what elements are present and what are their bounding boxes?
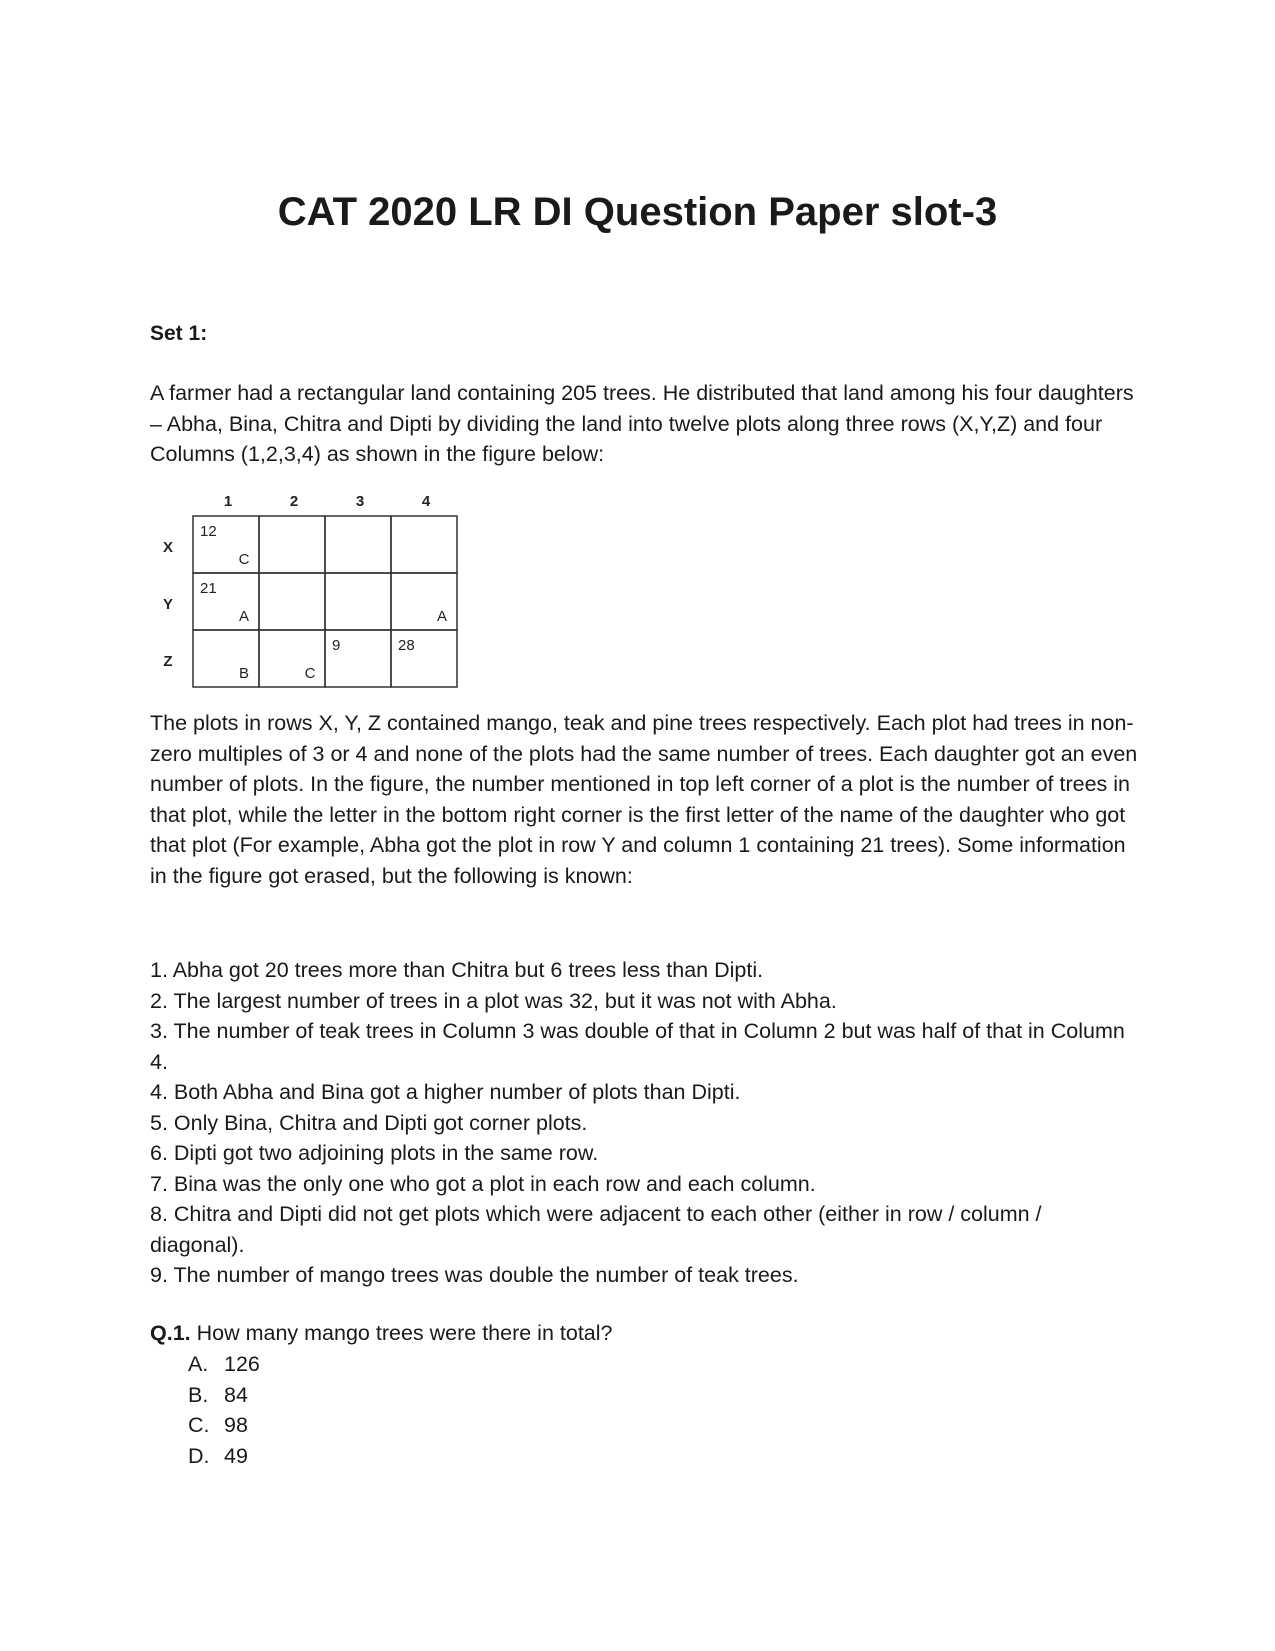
answer-options <box>188 1349 260 1471</box>
clue-item: 8. Chitra and Dipti did not get plots which were adjacent to each other (either in row / column / diagonal). <box>150 1202 1042 1257</box>
clue-item: 3. The number of teak trees in Column 3 was double of that in Column 2 but was half of that in Column 4. <box>150 1019 1125 1074</box>
clue-item: 9. The number of mango trees was double the number of teak trees. <box>150 1263 799 1287</box>
answer-option <box>188 1349 260 1380</box>
row-header: X <box>162 539 174 556</box>
question-number: Q.1. <box>150 1321 191 1345</box>
option-value: 84 <box>224 1382 248 1407</box>
plot-cell <box>391 516 457 573</box>
plot-tree-count: 9 <box>332 637 341 654</box>
plot-cell <box>193 630 259 687</box>
option-value: 126 <box>224 1352 260 1376</box>
question-1 <box>150 1318 1140 1349</box>
column-header: 1 <box>223 493 233 510</box>
clue-item: 1. Abha got 20 trees more than Chitra but 6 trees less than Dipti. <box>150 958 764 982</box>
answer-option <box>188 1410 260 1441</box>
plot-cell <box>259 516 325 573</box>
option-letter: C. <box>188 1413 210 1437</box>
clue-item: 5. Only Bina, Chitra and Dipti got corner plots. <box>150 1110 588 1135</box>
plot-tree-count: 12 <box>200 523 217 540</box>
plot-owner-letter: B <box>238 665 250 682</box>
plot-cell <box>391 573 457 630</box>
clue-item: 4. Both Abha and Bina got a higher number of plots than Dipti. <box>150 1080 741 1104</box>
plot-tree-count: 28 <box>398 637 415 654</box>
option-letter: A. <box>188 1352 209 1376</box>
option-letter: D. <box>188 1443 210 1468</box>
plot-cell <box>259 573 325 630</box>
answer-option <box>188 1441 260 1472</box>
column-header: 3 <box>355 493 365 510</box>
option-letter: B. <box>188 1382 209 1407</box>
set-label: Set 1: <box>150 322 208 345</box>
question-text: How many mango trees were there in total? <box>190 1321 613 1345</box>
option-value: 98 <box>224 1413 248 1437</box>
intro-paragraph: A farmer had a rectangular land containing 205 trees. He distributed that land among his four daughters – Abha, Bina, Chitra and Dipti by dividing the land into twelve plots along three rows (X,Y,Z) and four Columns (1,2,3,4) as shown in the figure below: <box>150 381 1134 466</box>
plot-grid-figure <box>160 486 480 696</box>
description-paragraph: The plots in rows X, Y, Z contained mango, teak and pine trees respectively. Each plot had trees in non-zero multiples of 3 or 4 and none of the plots had the same number of trees. Each daughter got an even number of plots. In the figure, the number mentioned in top left corner of a plot is the number of trees in that plot, while the letter in the bottom right corner is the first letter of the name of the daughter who got that plot (For example, Abha got the plot in row Y and column 1 containing 21 trees). Some information in the figure got erased, but the following is known: <box>150 711 1138 888</box>
plot-tree-count: 21 <box>200 580 217 597</box>
plot-grid-svg <box>160 486 480 696</box>
option-value: 49 <box>224 1443 248 1468</box>
clue-item: 6. Dipti got two adjoining plots in the same row. <box>150 1141 599 1165</box>
clues-list <box>150 955 1140 1291</box>
plot-owner-letter: C <box>304 665 316 682</box>
plot-cell <box>325 516 391 573</box>
plot-owner-letter: A <box>238 608 250 625</box>
clue-item: 2. The largest number of trees in a plot was 32, but it was not with Abha. <box>150 988 837 1013</box>
row-header: Z <box>163 653 173 670</box>
column-header: 2 <box>289 493 299 510</box>
page-title: CAT 2020 LR DI Question Paper slot-3 <box>277 190 998 234</box>
row-header: Y <box>162 596 174 613</box>
column-header: 4 <box>421 493 431 510</box>
plot-owner-letter: A <box>436 608 448 625</box>
answer-option <box>188 1380 260 1411</box>
clue-item: 7. Bina was the only one who got a plot in each row and each column. <box>150 1171 816 1196</box>
plot-cell <box>325 573 391 630</box>
plot-owner-letter: C <box>238 551 250 568</box>
